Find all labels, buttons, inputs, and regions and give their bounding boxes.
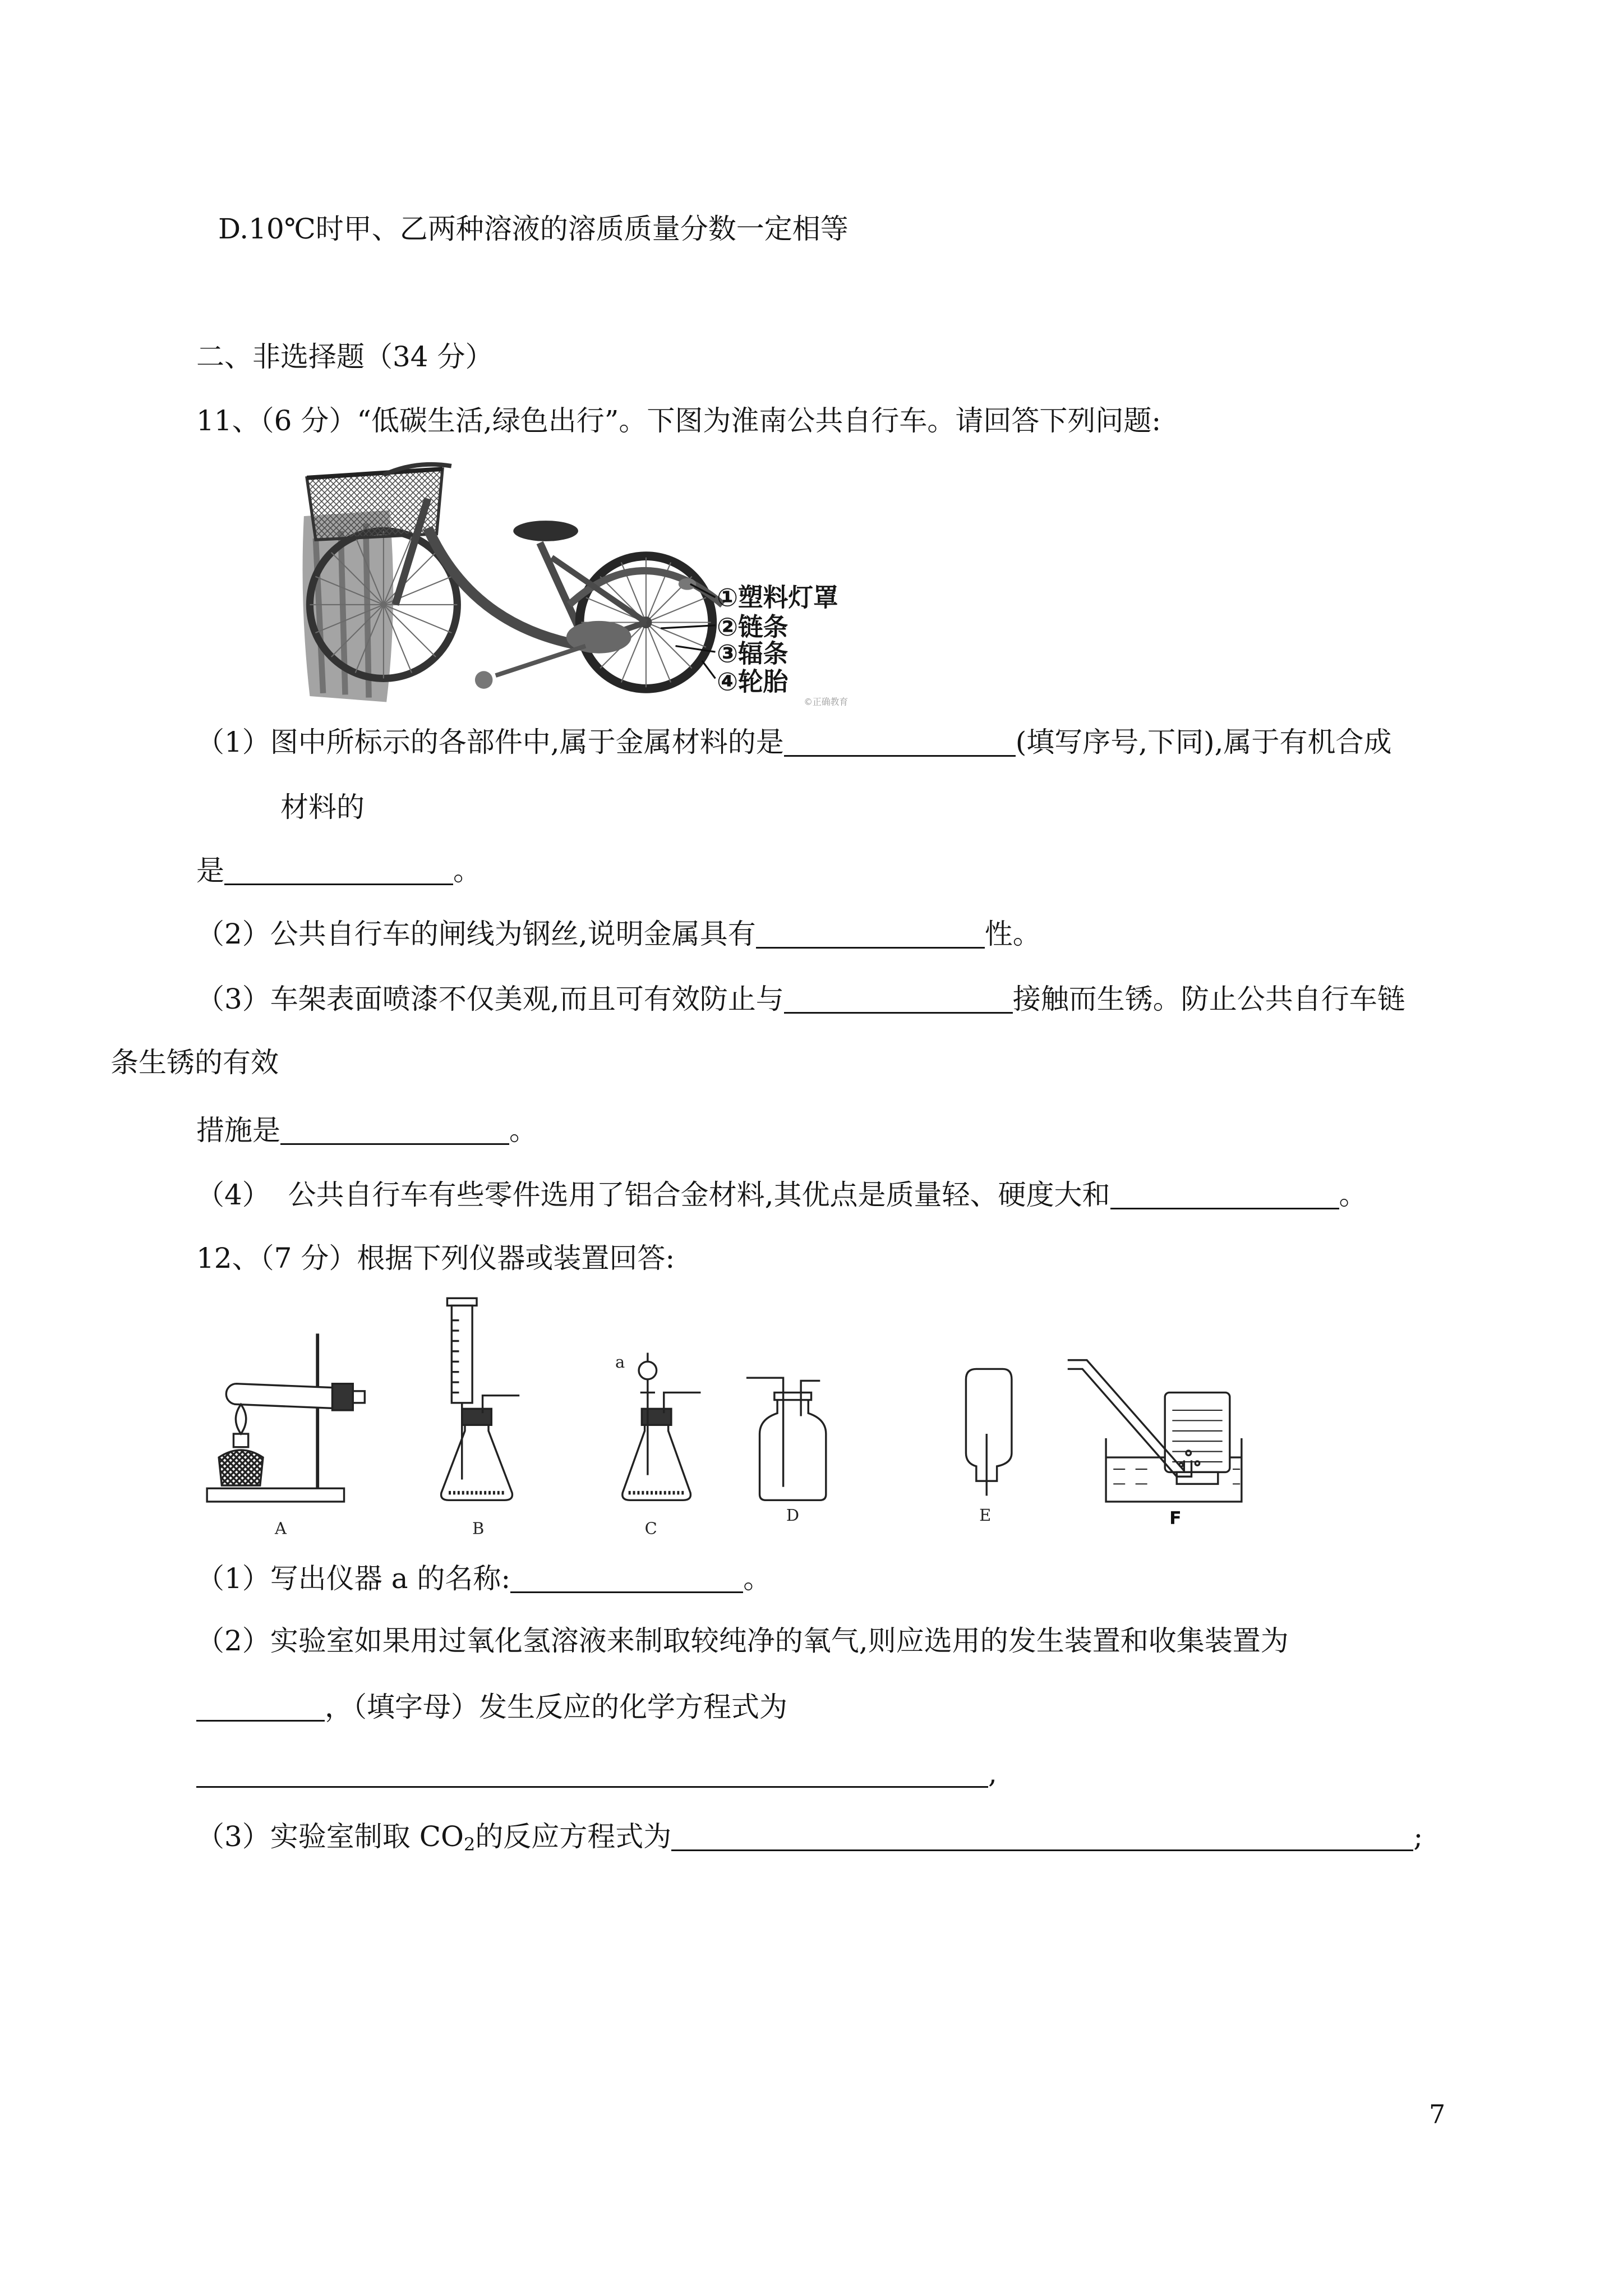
q11-p3-text-b: 接触而生锈。防止公共自行车链 (1012, 983, 1405, 1015)
page-number: 7 (1429, 2099, 1446, 2129)
q11-p3-text-c: 条生锈的有效 (110, 1046, 279, 1079)
question-11-part-1 (196, 725, 1392, 759)
flame (236, 1404, 246, 1434)
q11-p2-text-b: 性。 (984, 918, 1041, 950)
subscript-2: 2 (463, 1834, 476, 1855)
question-12-part-3 (196, 1820, 1423, 1861)
apparatus-a-heating-setup (207, 1333, 365, 1538)
q12-p1-text-b: 。 (743, 1562, 772, 1595)
apparatus-c-flask-with-separatory-funnel (615, 1352, 700, 1538)
test-tube (226, 1384, 345, 1409)
rear-light-cover (679, 578, 697, 590)
q11-p4-text-a: （4） 公共自行车有些零件选用了铝合金材料,其优点是质量轻、硬度大和 (196, 1179, 1110, 1211)
question-11-part-4 (196, 1178, 1367, 1212)
q11-p1-text-b: (填写序号,下同),属于有机合成 (1015, 726, 1392, 758)
answer-blank (224, 859, 453, 885)
seat-stay (552, 558, 646, 623)
label-plastic-light-cover: ①塑料灯罩 (717, 583, 838, 613)
q11-p4-text-b: 。 (1339, 1179, 1367, 1211)
q12-p3-text-c: ; (1413, 1820, 1423, 1853)
apparatus-e-inverted-bottle (966, 1369, 1011, 1525)
question-11-part-3 (196, 982, 1405, 1016)
question-11-part-1-cont (196, 854, 481, 887)
apparatus-b-flask-with-graduated-funnel (441, 1298, 520, 1538)
watermark: ©正确教育 (804, 696, 849, 707)
question-11-part-3-cont (196, 1114, 537, 1147)
apparatus-label-a: A (275, 1519, 287, 1538)
q12-p2-text-b: ，（填字母）发生反应的化学方程式为 (325, 1691, 787, 1723)
label-spokes: ③辐条 (717, 639, 789, 669)
q11-p3-text-a: （3）车架表面喷漆不仅美观,而且可有效防止与 (196, 983, 784, 1015)
answer-blank (756, 922, 985, 949)
apparatus-label-b: B (472, 1519, 485, 1538)
pedal (475, 671, 493, 689)
apparatus-d-gas-bottle (746, 1378, 826, 1525)
saddle (513, 521, 578, 541)
apparatus-label-e: E (979, 1506, 992, 1525)
section-2-heading: 二、非选择题（34 分） (196, 341, 494, 373)
answer-blank (1110, 1183, 1339, 1209)
apparatus-f-water-collection (1068, 1360, 1242, 1529)
q11-p1-text-c: 材料的 (280, 791, 365, 823)
q11-p3-text-d: 措施是 (196, 1114, 280, 1147)
answer-blank (784, 987, 1013, 1014)
q12-p1-text-a: （1）写出仪器 a 的名称: (196, 1562, 511, 1595)
answer-blank (196, 1695, 325, 1722)
kickstand (496, 646, 585, 676)
q12-p2-text-a: （2）实验室如果用过氧化氢溶液来制取较纯净的氧气,则应选用的发生装置和收集装置为 (196, 1625, 1289, 1657)
q11-p1-text-e: 。 (453, 854, 481, 887)
q11-p1-text-d: 是 (196, 854, 224, 887)
instrument-a-label: a (615, 1352, 625, 1372)
question-10-option-d: D.10℃时甲、乙两种溶液的溶质质量分数一定相等 (218, 213, 849, 245)
question-11-part-2 (196, 917, 1041, 951)
q12-p2-text-c: , (988, 1757, 997, 1789)
q11-p3-text-e: 。 (509, 1114, 537, 1147)
answer-blank (510, 1567, 743, 1593)
q12-p3-text-a: （3）实验室制取 CO (196, 1820, 464, 1853)
answer-blank (196, 1761, 988, 1788)
question-12-part-1 (196, 1562, 771, 1595)
q12-p3-text-b: 的反应方程式为 (475, 1820, 672, 1853)
answer-blank (280, 1119, 509, 1145)
apparatus-label-c: C (644, 1519, 657, 1538)
clamp (333, 1384, 353, 1410)
question-12-part-2-equation (196, 1756, 997, 1790)
question-11-stem: 11、（6 分）“低碳生活,绿色出行”。下图为淮南公共自行车。请回答下列问题: (196, 404, 1161, 437)
question-12-stem: 12、（7 分）根据下列仪器或装置回答: (196, 1242, 675, 1274)
question-12-part-2-cont (196, 1690, 787, 1724)
lab-apparatus-figure (192, 1283, 1269, 1549)
apparatus-label-d: D (786, 1506, 800, 1525)
answer-blank (671, 1825, 1413, 1851)
q11-p1-text-a: （1）图中所标示的各部件中,属于金属材料的是 (196, 726, 784, 758)
apparatus-label-f: F (1169, 1508, 1182, 1529)
public-bicycle-figure (295, 457, 885, 708)
label-chain: ②链条 (717, 613, 789, 642)
label-tire: ④轮胎 (717, 667, 789, 697)
q11-p2-text-a: （2）公共自行车的闸线为钢丝,说明金属具有 (196, 918, 756, 950)
alcohol-lamp (219, 1450, 263, 1485)
answer-blank (784, 730, 1016, 757)
